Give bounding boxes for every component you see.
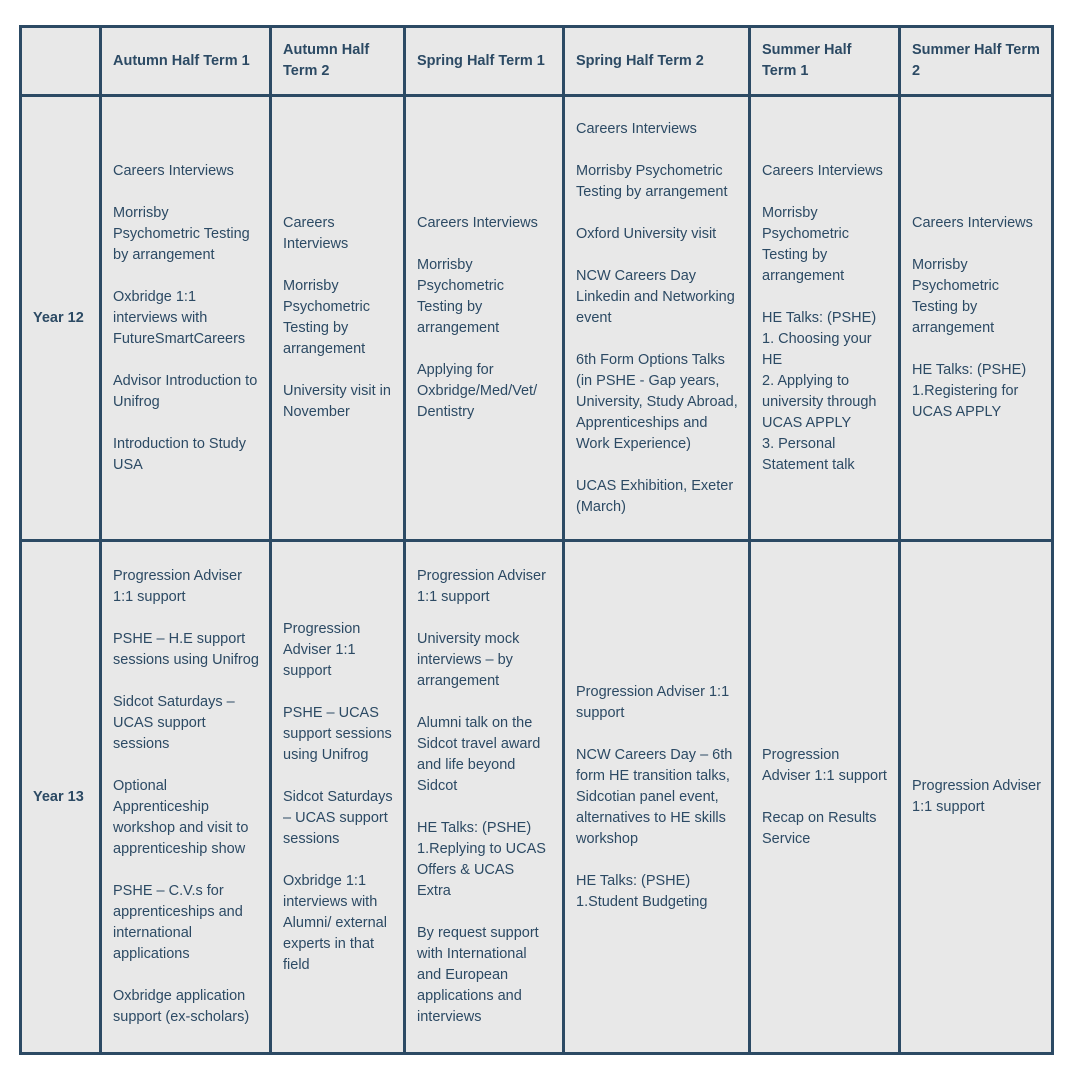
schedule-cell bbox=[750, 96, 900, 541]
term-header: Summer Half Term 2 bbox=[900, 27, 1053, 96]
activity-item: Careers Interviews bbox=[113, 162, 234, 179]
activity-item: NCW Careers Day Linkedin and Networking event bbox=[576, 267, 735, 326]
activity-item: HE Talks: (PSHE) 1.Student Budgeting bbox=[576, 872, 708, 910]
activity-item: HE Talks: (PSHE) 1.Replying to UCAS Offers & UCAS Extra bbox=[417, 820, 546, 899]
term-header: Summer Half Term 1 bbox=[750, 27, 900, 96]
activity-item: Alumni talk on the Sidcot travel award and life beyond Sidcot bbox=[417, 715, 541, 794]
activity-item: PSHE – UCAS support sessions using Unifrog bbox=[283, 704, 392, 763]
activity-item: University mock interviews – by arrangement bbox=[417, 631, 520, 689]
schedule-cell bbox=[900, 541, 1053, 1054]
activity-item: Careers Interviews bbox=[417, 215, 538, 231]
schedule-cell bbox=[564, 96, 750, 541]
activity-item: Morrisby Psychometric Testing by arrangement bbox=[283, 278, 371, 357]
schedule-cell bbox=[900, 96, 1053, 541]
term-header: Spring Half Term 1 bbox=[405, 27, 564, 96]
activity-item: Progression Adviser 1:1 support bbox=[576, 683, 730, 721]
activity-item: Oxbridge 1:1 interviews with Alumni/ external experts in that field bbox=[283, 872, 387, 973]
activity-item: Careers Interviews bbox=[283, 215, 349, 252]
corner-cell bbox=[21, 27, 101, 96]
activity-item: Recap on Results Service bbox=[762, 809, 877, 847]
term-header: Autumn Half Term 1 bbox=[101, 27, 271, 96]
activity-item: Sidcot Saturdays – UCAS support sessions bbox=[283, 788, 393, 847]
schedule-cell bbox=[271, 541, 405, 1054]
activity-item: Morrisby Psychometric Testing by arrangement bbox=[762, 204, 850, 284]
schedule-cell bbox=[101, 541, 271, 1054]
activity-item: Sidcot Saturdays – UCAS support sessions bbox=[113, 694, 235, 752]
activity-item: Progression Adviser 1:1 support bbox=[762, 746, 887, 784]
activity-item: Progression Adviser 1:1 support bbox=[417, 568, 546, 605]
activity-item: Oxford University visit bbox=[576, 225, 717, 242]
year-label: Year 12 bbox=[21, 96, 101, 541]
activity-item: PSHE – C.V.s for apprenticeships and international applications bbox=[113, 883, 243, 962]
year-label: Year 13 bbox=[21, 541, 101, 1054]
activity-item: Optional Apprenticeship workshop and visit to apprenticeship show bbox=[113, 778, 249, 857]
schedule-cell bbox=[405, 96, 564, 541]
activity-item: Advisor Introduction to Unifrog bbox=[113, 372, 258, 410]
activity-item: Morrisby Psychometric Testing by arrangement bbox=[576, 162, 728, 200]
activity-item: Careers Interviews bbox=[576, 120, 697, 137]
schedule-cell bbox=[564, 541, 750, 1054]
activity-item: HE Talks: (PSHE) 1.Registering for UCAS APPLY bbox=[912, 362, 1027, 420]
schedule-cell bbox=[271, 96, 405, 541]
activity-item: Oxbridge application support (ex-scholars) bbox=[113, 988, 250, 1025]
activity-item: Careers Interviews bbox=[912, 215, 1033, 231]
activity-item: HE Talks: (PSHE) 1. Choosing your HE 2. Applying to university through UCAS APPLY 3. Personal Statement talk bbox=[762, 309, 877, 473]
activity-item: UCAS Exhibition, Exeter (March) bbox=[576, 477, 734, 515]
activity-item: Progression Adviser 1:1 support bbox=[283, 620, 361, 679]
schedule-cell bbox=[101, 96, 271, 541]
activity-item: Morrisby Psychometric Testing by arrangement bbox=[417, 257, 505, 336]
term-header: Autumn Half Term 2 bbox=[271, 27, 405, 96]
activity-item: University visit in November bbox=[283, 383, 391, 420]
year-row bbox=[21, 96, 1053, 541]
activity-item: 6th Form Options Talks (in PSHE - Gap years, University, Study Abroad, Apprenticeships and Work Experience) bbox=[576, 351, 738, 452]
activity-item: Applying for Oxbridge/Med/Vet/ Dentistry bbox=[417, 362, 538, 420]
activity-item: NCW Careers Day – 6th form HE transition talks, Sidcotian panel event, alternatives to HE skills workshop bbox=[576, 746, 733, 847]
activity-item: Morrisby Psychometric Testing by arrangement bbox=[912, 257, 1000, 336]
activity-item: By request support with International and European applications and interviews bbox=[417, 925, 539, 1025]
activity-item: PSHE – H.E support sessions using Unifrog bbox=[113, 631, 259, 668]
activity-item: Careers Interviews bbox=[762, 162, 883, 179]
term-header: Spring Half Term 2 bbox=[564, 27, 750, 96]
activity-item: Introduction to Study USA bbox=[113, 435, 246, 473]
activity-item: Progression Adviser 1:1 support bbox=[113, 568, 242, 605]
schedule-cell bbox=[750, 541, 900, 1054]
activity-item: Morrisby Psychometric Testing by arrangement bbox=[113, 204, 250, 263]
activity-item: Oxbridge 1:1 interviews with FutureSmartCareers bbox=[113, 288, 246, 347]
schedule-cell bbox=[405, 541, 564, 1054]
header-row bbox=[21, 27, 1053, 96]
careers-schedule-table bbox=[19, 25, 1054, 1055]
year-row bbox=[21, 541, 1053, 1054]
activity-item: Progression Adviser 1:1 support bbox=[912, 778, 1041, 815]
